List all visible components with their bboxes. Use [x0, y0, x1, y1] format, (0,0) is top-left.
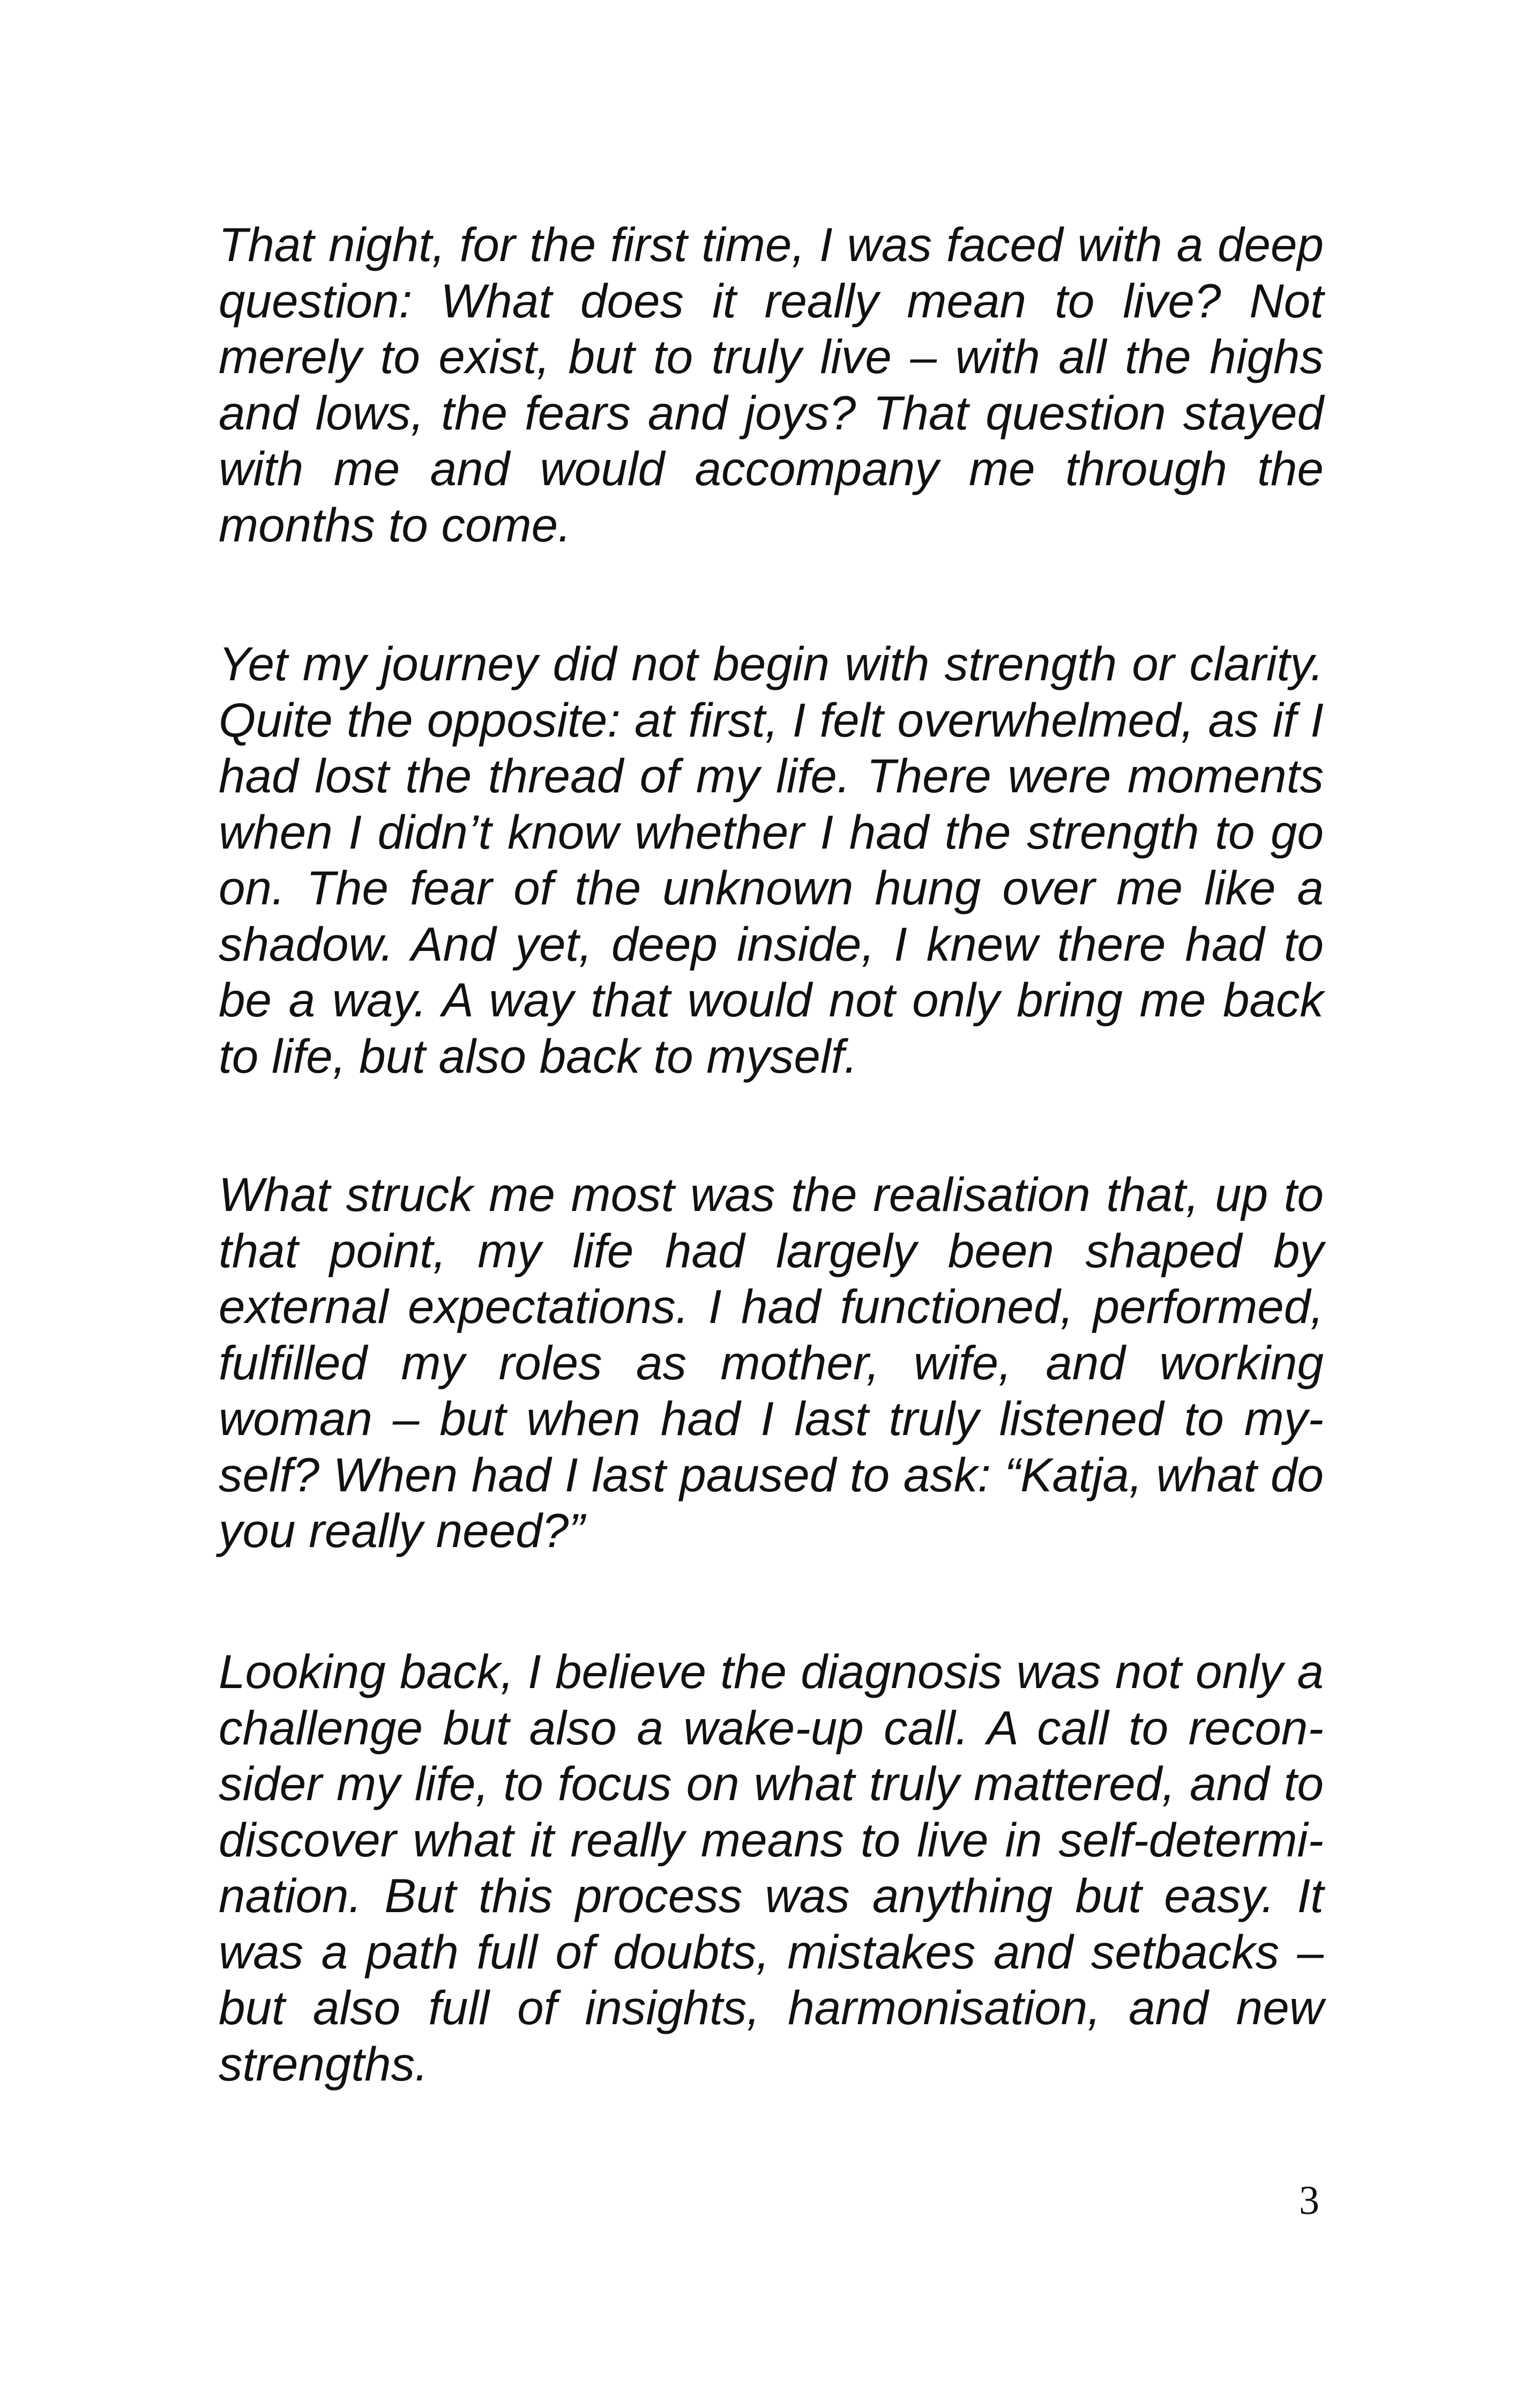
paragraph-3: What struck me most was the realisation that, up to that point, my life had largely been shaped by external expectations. I had functioned, performed, fulfilled my roles as mother, wife, and working woman – but when had I last truly listened to myself? When had I last paused to ask: “Katja, what do you really need?” — [219, 1168, 1324, 1557]
paragraph-2: Yet my journey did not begin with strength or clarity. Quite the opposite: at first, I felt overwhelmed, as if I had lost the thread of my life. There were moments when I didn’t know whether I had the strength to go on. The fear of the unknown hung over me like a shadow. And yet, deep inside, I knew there had to be a way. A way that would not only bring me back to life, but also back to myself. — [219, 637, 1324, 1083]
page-number: 3 — [1299, 2178, 1319, 2223]
paragraph-4: Looking back, I believe the diagnosis was not only a challenge but also a wake-up call. A call to reconsider my life, to focus on what truly mattered, and to discover what it really means to live in self-determination. But this process was anything but easy. It was a path full of doubts, mistakes and setbacks – but also full of insights, harmonisation, and new strengths. — [219, 1645, 1324, 2091]
paragraph-1: That night, for the first time, I was faced with a deep question: What does it really mean to live? Not merely to exist, but to truly live – with all the highs and lows, the fears and joys? That question stayed with me and would accompany me through the months to come. — [219, 218, 1324, 552]
